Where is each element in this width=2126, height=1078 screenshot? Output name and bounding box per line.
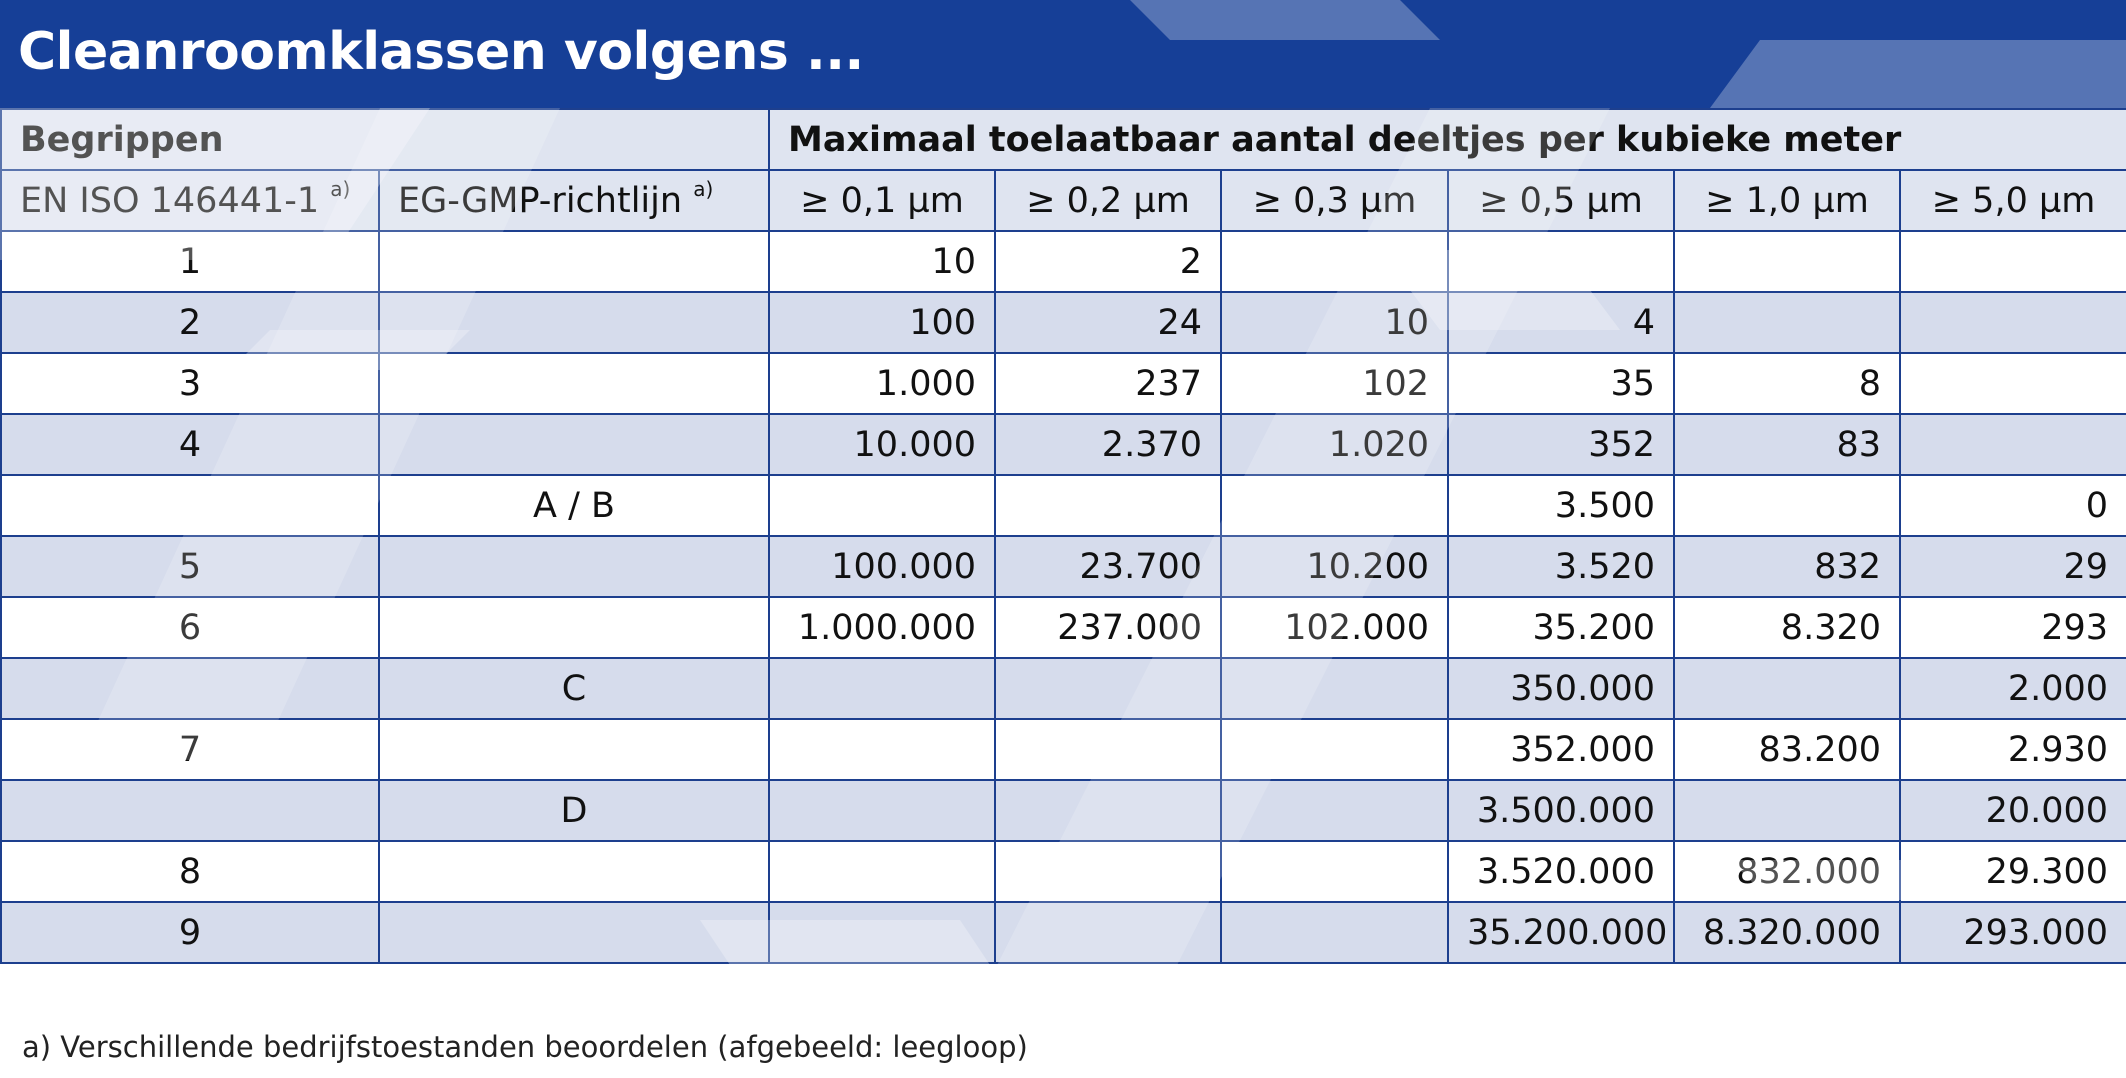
particle-count-cell: 293 <box>1900 597 2126 658</box>
particle-count-cell: 10 <box>1221 292 1448 353</box>
particle-count-cell <box>995 902 1221 963</box>
particle-count-cell <box>1900 414 2126 475</box>
iso-class-cell: 7 <box>1 719 379 780</box>
particle-count-cell <box>769 841 995 902</box>
particle-count-cell <box>1221 719 1448 780</box>
particle-count-cell <box>1900 292 2126 353</box>
header-size-0-1: ≥ 0,1 µm <box>769 170 995 231</box>
iso-class-cell: 9 <box>1 902 379 963</box>
particle-count-cell <box>769 475 995 536</box>
header-row-groups <box>1 109 2126 170</box>
particle-count-cell: 35.200 <box>1448 597 1674 658</box>
particle-count-cell: 20.000 <box>1900 780 2126 841</box>
gmp-class-cell <box>379 841 769 902</box>
header-group-label: Begrippen <box>1 109 769 170</box>
particle-count-cell <box>1221 902 1448 963</box>
iso-class-cell: 5 <box>1 536 379 597</box>
table-row <box>1 353 2126 414</box>
particle-count-cell <box>995 780 1221 841</box>
particle-count-cell: 2 <box>995 231 1221 292</box>
gmp-class-cell <box>379 414 769 475</box>
header-gmp-note: a) <box>693 176 714 201</box>
particle-count-cell: 10 <box>769 231 995 292</box>
table-row <box>1 658 2126 719</box>
particle-count-cell: 237 <box>995 353 1221 414</box>
particle-count-cell <box>769 719 995 780</box>
header-row-columns <box>1 170 2126 231</box>
table-row <box>1 536 2126 597</box>
gmp-class-cell: C <box>379 658 769 719</box>
page-title: Cleanroomklassen volgens ... <box>18 22 864 82</box>
gmp-class-cell <box>379 597 769 658</box>
particle-count-cell: 8.320 <box>1674 597 1900 658</box>
header-size-5-0: ≥ 5,0 µm <box>1900 170 2126 231</box>
particle-count-cell: 8 <box>1674 353 1900 414</box>
particle-count-cell: 2.930 <box>1900 719 2126 780</box>
particle-count-cell <box>1674 475 1900 536</box>
particle-count-cell <box>995 658 1221 719</box>
table-row <box>1 597 2126 658</box>
table-row <box>1 475 2126 536</box>
table-row <box>1 231 2126 292</box>
gmp-class-cell <box>379 536 769 597</box>
particle-count-cell: 102 <box>1221 353 1448 414</box>
table-row <box>1 780 2126 841</box>
header-iso <box>1 170 379 231</box>
particle-count-cell: 102.000 <box>1221 597 1448 658</box>
particle-count-cell: 1.000.000 <box>769 597 995 658</box>
particle-count-cell <box>995 841 1221 902</box>
particle-count-cell: 83 <box>1674 414 1900 475</box>
gmp-class-cell <box>379 231 769 292</box>
particle-count-cell: 2.370 <box>995 414 1221 475</box>
particle-count-cell: 24 <box>995 292 1221 353</box>
particle-count-cell <box>1221 231 1448 292</box>
particle-count-cell <box>1221 841 1448 902</box>
particle-count-cell: 100.000 <box>769 536 995 597</box>
gmp-class-cell <box>379 353 769 414</box>
particle-count-cell: 83.200 <box>1674 719 1900 780</box>
iso-class-cell: 1 <box>1 231 379 292</box>
particle-count-cell <box>769 658 995 719</box>
iso-class-cell <box>1 780 379 841</box>
gmp-class-cell <box>379 719 769 780</box>
particle-count-cell <box>1221 658 1448 719</box>
particle-count-cell: 237.000 <box>995 597 1221 658</box>
header-iso-label: EN ISO 146441-1 <box>20 180 320 221</box>
particle-count-cell <box>1674 658 1900 719</box>
particle-count-cell: 832.000 <box>1674 841 1900 902</box>
header-size-1-0: ≥ 1,0 µm <box>1674 170 1900 231</box>
table-row <box>1 902 2126 963</box>
particle-count-cell: 1.020 <box>1221 414 1448 475</box>
iso-class-cell: 2 <box>1 292 379 353</box>
iso-class-cell <box>1 658 379 719</box>
header-size-0-5: ≥ 0,5 µm <box>1448 170 1674 231</box>
particle-count-cell <box>1674 231 1900 292</box>
particle-count-cell: 352 <box>1448 414 1674 475</box>
particle-count-cell: 29 <box>1900 536 2126 597</box>
particle-count-cell <box>995 719 1221 780</box>
particle-count-cell: 35 <box>1448 353 1674 414</box>
iso-class-cell <box>1 475 379 536</box>
footnote: a) Verschillende bedrijfstoestanden beoordelen (afgebeeld: leegloop) <box>22 1030 1028 1064</box>
particle-count-cell: 352.000 <box>1448 719 1674 780</box>
particle-count-cell <box>769 780 995 841</box>
particle-count-cell <box>1900 353 2126 414</box>
particle-count-cell <box>1448 231 1674 292</box>
header-size-0-2: ≥ 0,2 µm <box>995 170 1221 231</box>
particle-count-cell: 3.520.000 <box>1448 841 1674 902</box>
header-gmp-label: EG-GMP-richtlijn <box>398 180 683 221</box>
particle-count-cell <box>995 475 1221 536</box>
gmp-class-cell: A / B <box>379 475 769 536</box>
iso-class-cell: 6 <box>1 597 379 658</box>
particle-count-cell: 35.200.000 <box>1448 902 1674 963</box>
table-row <box>1 841 2126 902</box>
particle-count-cell <box>1674 780 1900 841</box>
header-gmp <box>379 170 769 231</box>
particle-count-cell: 293.000 <box>1900 902 2126 963</box>
particle-count-cell: 4 <box>1448 292 1674 353</box>
table-row <box>1 414 2126 475</box>
particle-count-cell: 1.000 <box>769 353 995 414</box>
particle-count-cell: 100 <box>769 292 995 353</box>
iso-class-cell: 3 <box>1 353 379 414</box>
header-measure-label: Maximaal toelaatbaar aantal deeltjes per kubieke meter <box>769 109 2126 170</box>
particle-count-cell: 0 <box>1900 475 2126 536</box>
particle-count-cell <box>1221 475 1448 536</box>
particle-count-cell <box>1674 292 1900 353</box>
particle-count-cell: 29.300 <box>1900 841 2126 902</box>
particle-count-cell: 8.320.000 <box>1674 902 1900 963</box>
particle-count-cell: 10.200 <box>1221 536 1448 597</box>
particle-count-cell: 3.500.000 <box>1448 780 1674 841</box>
gmp-class-cell <box>379 902 769 963</box>
particle-count-cell <box>1900 231 2126 292</box>
iso-class-cell: 8 <box>1 841 379 902</box>
header-size-0-3: ≥ 0,3 µm <box>1221 170 1448 231</box>
particle-count-cell: 350.000 <box>1448 658 1674 719</box>
particle-count-cell: 832 <box>1674 536 1900 597</box>
particle-count-cell: 2.000 <box>1900 658 2126 719</box>
particle-count-cell: 10.000 <box>769 414 995 475</box>
table-body <box>1 231 2126 963</box>
cleanroom-class-table <box>0 108 2126 964</box>
gmp-class-cell: D <box>379 780 769 841</box>
table-row <box>1 719 2126 780</box>
particle-count-cell: 23.700 <box>995 536 1221 597</box>
particle-count-cell: 3.520 <box>1448 536 1674 597</box>
table-row <box>1 292 2126 353</box>
particle-count-cell <box>1221 780 1448 841</box>
gmp-class-cell <box>379 292 769 353</box>
particle-count-cell: 3.500 <box>1448 475 1674 536</box>
header-iso-note: a) <box>330 176 351 201</box>
iso-class-cell: 4 <box>1 414 379 475</box>
particle-count-cell <box>769 902 995 963</box>
